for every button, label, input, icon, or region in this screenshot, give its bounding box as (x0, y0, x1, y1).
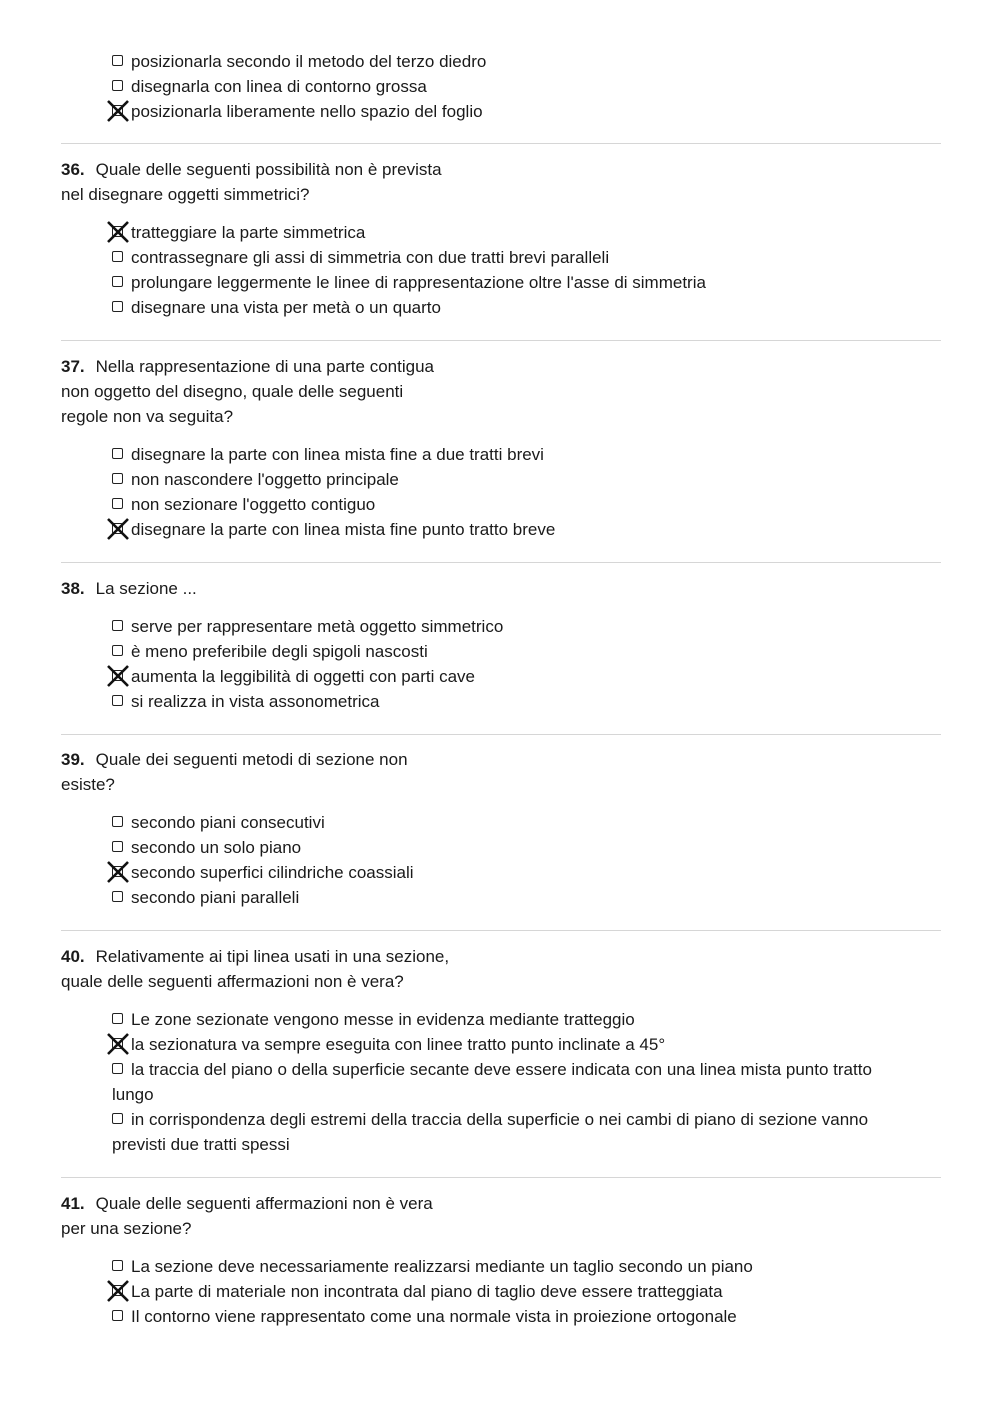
question-divider (61, 562, 941, 563)
option-label: prolungare leggermente le linee di rappresentazione oltre l'asse di simmetria (131, 273, 706, 292)
option-item[interactable] (112, 1032, 912, 1057)
options-list-38 (112, 614, 912, 714)
option-label: La sezione deve necessariamente realizzarsi mediante un taglio secondo un piano (131, 1257, 753, 1276)
option-item[interactable] (112, 689, 912, 714)
option-item[interactable] (112, 49, 912, 74)
checkbox[interactable] (112, 1013, 123, 1024)
question-number: 41. (61, 1194, 85, 1213)
option-label: Le zone sezionate vengono messe in evidenza mediante tratteggio (131, 1010, 635, 1029)
option-label: la traccia del piano o della superficie secante deve essere indicata con una linea mista punto tratto lungo (112, 1060, 872, 1104)
option-label: posizionarla liberamente nello spazio del foglio (131, 102, 483, 121)
option-label: secondo piani paralleli (131, 888, 300, 907)
question-divider (61, 143, 941, 144)
question-37 (61, 354, 941, 429)
question-36 (61, 157, 941, 207)
checkbox[interactable] (112, 55, 123, 66)
option-label: serve per rappresentare metà oggetto simmetrico (131, 617, 504, 636)
checkbox[interactable] (112, 1113, 123, 1124)
option-label: è meno preferibile degli spigoli nascosti (131, 642, 428, 661)
question-number: 36. (61, 160, 85, 179)
check-cross-icon (106, 517, 130, 541)
question-number: 40. (61, 947, 85, 966)
option-label: contrassegnare gli assi di simmetria con due tratti brevi paralleli (131, 248, 610, 267)
option-item[interactable] (112, 1107, 912, 1157)
option-item[interactable] (112, 860, 912, 885)
check-cross-icon (106, 99, 130, 123)
option-label: Il contorno viene rappresentato come una normale vista in proiezione ortogonale (131, 1307, 737, 1326)
option-label: secondo un solo piano (131, 838, 302, 857)
question-text: 40. Relativamente ai tipi linea usati in una sezione, quale delle seguenti affermazioni non è vera? (61, 947, 450, 991)
option-label: si realizza in vista assonometrica (131, 692, 380, 711)
option-item[interactable] (112, 517, 912, 542)
option-label: posizionarla secondo il metodo del terzo diedro (131, 52, 487, 71)
question-divider (61, 930, 941, 931)
option-label: non sezionare l'oggetto contiguo (131, 495, 376, 514)
checkbox[interactable] (112, 80, 123, 91)
option-label: disegnarla con linea di contorno grossa (131, 77, 427, 96)
option-item[interactable] (112, 664, 912, 689)
question-number: 39. (61, 750, 85, 769)
option-item[interactable] (112, 442, 912, 467)
check-cross-icon (106, 664, 130, 688)
option-label: secondo piani consecutivi (131, 813, 325, 832)
checkbox[interactable] (112, 276, 123, 287)
checkbox[interactable] (112, 473, 123, 484)
option-label: disegnare la parte con linea mista fine punto tratto breve (131, 520, 556, 539)
question-text: 41. Quale delle seguenti affermazioni non è vera per una sezione? (61, 1194, 433, 1238)
option-item[interactable] (112, 467, 912, 492)
options-list-35 (112, 49, 912, 124)
option-label: aumenta la leggibilità di oggetti con parti cave (131, 667, 475, 686)
check-cross-icon (106, 220, 130, 244)
checkbox[interactable] (112, 816, 123, 827)
checkbox[interactable] (112, 841, 123, 852)
checkbox[interactable] (112, 645, 123, 656)
option-item[interactable] (112, 99, 912, 124)
options-list-39 (112, 810, 912, 910)
option-label: la sezionatura va sempre eseguita con linee tratto punto inclinate a 45° (131, 1035, 666, 1054)
option-label: non nascondere l'oggetto principale (131, 470, 399, 489)
option-item[interactable] (112, 1279, 912, 1304)
checkbox[interactable] (112, 620, 123, 631)
option-item[interactable] (112, 1007, 912, 1032)
question-divider (61, 734, 941, 735)
option-item[interactable] (112, 1254, 912, 1279)
question-41 (61, 1191, 941, 1241)
option-item[interactable] (112, 270, 912, 295)
option-item[interactable] (112, 220, 912, 245)
option-item[interactable] (112, 639, 912, 664)
question-39 (61, 747, 941, 797)
option-label: tratteggiare la parte simmetrica (131, 223, 366, 242)
checkbox[interactable] (112, 498, 123, 509)
options-list-40 (112, 1007, 912, 1157)
option-label: in corrispondenza degli estremi della traccia della superficie o nei cambi di piano di sezione vanno previsti due tratti spessi (112, 1110, 869, 1154)
option-label: La parte di materiale non incontrata dal piano di taglio deve essere tratteggiata (131, 1282, 723, 1301)
check-cross-icon (106, 1032, 130, 1056)
question-number: 37. (61, 357, 85, 376)
options-list-36 (112, 220, 912, 320)
checkbox[interactable] (112, 1063, 123, 1074)
option-label: disegnare una vista per metà o un quarto (131, 298, 441, 317)
question-number: 38. (61, 579, 85, 598)
checkbox[interactable] (112, 448, 123, 459)
option-item[interactable] (112, 492, 912, 517)
option-item[interactable] (112, 614, 912, 639)
options-list-41 (112, 1254, 912, 1329)
checkbox[interactable] (112, 891, 123, 902)
checkbox[interactable] (112, 251, 123, 262)
question-38 (61, 576, 941, 601)
question-40 (61, 944, 941, 994)
options-list-37 (112, 442, 912, 542)
option-item[interactable] (112, 835, 912, 860)
question-text: 36. Quale delle seguenti possibilità non è prevista nel disegnare oggetti simmetrici? (61, 160, 442, 204)
option-item[interactable] (112, 810, 912, 835)
checkbox[interactable] (112, 695, 123, 706)
option-item[interactable] (112, 1057, 912, 1107)
checkbox[interactable] (112, 1310, 123, 1321)
question-divider (61, 1177, 941, 1178)
option-item[interactable] (112, 74, 912, 99)
checkbox[interactable] (112, 1260, 123, 1271)
option-label: secondo superfici cilindriche coassiali (131, 863, 414, 882)
option-item[interactable] (112, 1304, 912, 1329)
question-text: 38. La sezione ... (61, 579, 197, 598)
question-divider (61, 340, 941, 341)
question-text: 37. Nella rappresentazione di una parte contigua non oggetto del disegno, quale delle seguenti regole non va seguita? (61, 357, 434, 426)
option-item[interactable] (112, 245, 912, 270)
option-item[interactable] (112, 885, 912, 910)
option-item[interactable] (112, 295, 912, 320)
option-label: disegnare la parte con linea mista fine a due tratti brevi (131, 445, 544, 464)
check-cross-icon (106, 860, 130, 884)
check-cross-icon (106, 1279, 130, 1303)
checkbox[interactable] (112, 301, 123, 312)
question-text: 39. Quale dei seguenti metodi di sezione non esiste? (61, 750, 408, 794)
